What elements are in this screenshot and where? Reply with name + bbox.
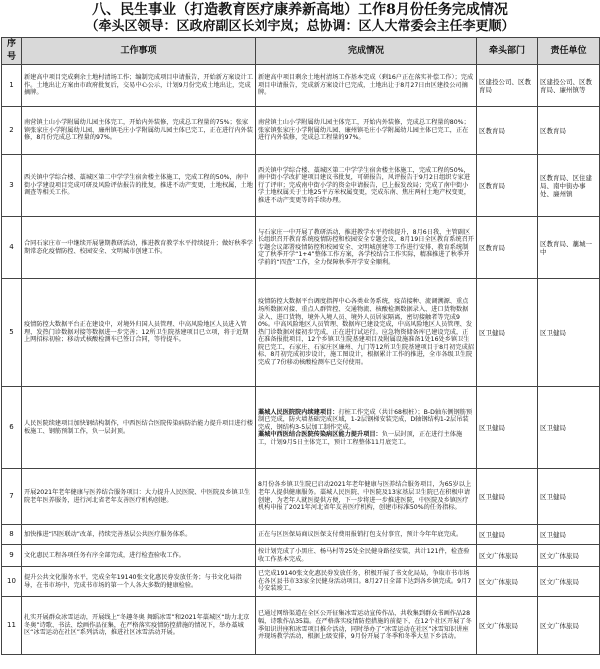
lead-dept-cell: 区文广体旅局 (477, 597, 538, 655)
resp-unit-cell: 区文广体旅局 (538, 597, 600, 655)
resp-unit-cell: 区文广体旅局 (538, 545, 600, 567)
table-row (2, 155, 600, 217)
task-cell: 西关镇中学综合楼、藁城区第二中学学生宿舍楼主体施工，完成工程的50%，南中街小学建设项目完成可研及风险评估报告的批复，推进不动产变更，土地权属，土地调查等相关工作。 (22, 155, 256, 217)
lead-dept-cell: 区卫健局 (477, 525, 538, 545)
lead-dept-cell: 区建投公司、区教育局 (477, 65, 538, 107)
task-cell: 新建高中项目完成剩余土地村清场工作；编制完成项目申请报告，开始新方案设计工作。土地出让方案由市政府批复后，交易中心公示，计划9月份完成土地出让，完成摘牌。 (22, 65, 256, 107)
row-number: 1 (2, 65, 22, 107)
status-cell: 与石家庄一中开展了教研活动，推进教学水平持续提升，8月6日我、主管副区长组织召开教育系统疫情防控和校园安全专题会议，8月19日全区教育系统召开专题会议部署疫情防控和校园安全、文明城创建等工作进行安排，教育系统制定了秋季开学“1+4”整体工作方案，各学校结合工作实际，精准推进了秋季开学前的“四查”工作，全力保障秋季开学安全顺利。 (256, 217, 477, 279)
progress-table (1, 37, 600, 655)
status-cell: 南营镇土山小学附属幼儿园主体完工，开始内外装修，完成总工程量的80%；张家镇张家庄小学附属幼儿园、廉州镇毛庄小学附属幼儿园主体已完工，正在进行内外装修，完成总工程量的97%。 (256, 107, 477, 155)
page-title: 八、民生事业（打造教育医疗康养新高地）工作8月份任务完成情况 (92, 2, 508, 18)
status-cell: 西关镇中学综合楼、藁城区第二中学学生宿舍楼主体施工，完成工程的50%，南中街小学改扩建项目建议书批复，可研报告，风评报告于9月2日组织专家进行了评审；完成南中街小学的资金申请报告，已上报发改局；完成了南中街小学土地权属关于土地25平方米权属变更，完成东南、焦庄两村土地产权变更，推进不动产变更等的手续办理。 (256, 155, 477, 217)
task-cell: 扎实开展群众冰雪运动，开展线上“冬趣冬奥 舞蹈冰雪”和2021年藁城区“助力北京冬奥”诗歌、书法、绘画作品征集，在严格落实疫情防控措施的情况下，举办藁城区“冰雪运动在社区”系列活动，推进社区冰雪活动开展。 (22, 597, 256, 655)
table-row (2, 217, 600, 279)
resp-unit-cell: 区文广体旅局 (538, 567, 600, 597)
row-number: 7 (2, 469, 22, 525)
table-row (2, 107, 600, 155)
resp-unit-cell: 区建投公司、区教育局、廉州镇等 (538, 65, 600, 107)
row-number: 5 (2, 279, 22, 387)
table-row (2, 279, 600, 387)
row-number: 10 (2, 567, 22, 597)
status-cell (256, 387, 477, 469)
table-row (2, 597, 600, 655)
status-heading-hospital: 藁城人民医院院内续建项目： (258, 408, 339, 416)
row-number: 9 (2, 545, 22, 567)
resp-unit-cell: 区教育局、藁城一中 (538, 217, 600, 279)
task-cell: 开展2021年老年健康与医养结合服务项目：大力提升人民医院、中医院及乡镇卫生院老年医养服务，进行河北省老年友善医疗机构创建。 (22, 469, 256, 525)
row-number: 2 (2, 107, 22, 155)
status-cell: 8月份各乡镇卫生院已启动2021年老年健康与医养结合服务项目，为65岁以上老年人提供健康服务。藁城人民医院、中医院及13家基层卫生院已在积极申请创建，为老年人就医提供方便，下一步将进一步推进医院，中医院及乡镇医疗机构申报了2021年河北省年友善医疗机构，创建市标准50%的任务指标。 (256, 469, 477, 525)
lead-dept-cell: 区卫健局 (477, 469, 538, 525)
row-number: 8 (2, 525, 22, 545)
col-header-lead: 牵头部门 (477, 38, 538, 65)
task-cell: 疫情防控大数据平台正在建设中，对境外归国人员管理、中高风险地区人员进入管理、发热门诊数据对接等数据进一步完善；12所卫生院基建项目已立项，将于近期上网招标初验；移动式核酸检测车已签订合同，等待提车。 (22, 279, 256, 387)
table-row (2, 545, 600, 567)
table-row (2, 567, 600, 597)
status-cell: 正在与区医保局商议医保支付费用报销打包支付事宜，预计今年年底完成。 (256, 525, 477, 545)
col-header-resp: 责任单位 (538, 38, 600, 65)
row-number: 6 (2, 387, 22, 469)
status-cell: 新建高中项目剩余土地村清场工作基本完成（剩16户正在落实补偿工作）；完成项目申请报告，完成新方案设计已完成，土地出让于8月27日由区建投公司摘牌。 (256, 65, 477, 107)
row-number: 4 (2, 217, 22, 279)
task-cell: 人民医院续建项目加快钢结构制作，中西医结合医院传染病防治能力提升项目进行楼板施工、钢筋预制工作，负一层封顶。 (22, 387, 256, 469)
lead-dept-cell: 区教育局 (477, 107, 538, 155)
resp-unit-cell: 区卫健局 (538, 279, 600, 387)
table-row (2, 525, 600, 545)
task-cell: 加快推进“四医联动”改革，持续完善基层公共医疗服务体系。 (22, 525, 256, 545)
col-header-no: 序号 (2, 38, 22, 65)
table-header-row (2, 38, 600, 65)
table-row (2, 387, 600, 469)
task-cell: 提升公共文化服务水平，完成全年19140张文化惠民券发放任务；与书文化局指导，在书市场中，完成书市场的第一个人各大多数的健康检验。 (22, 567, 256, 597)
lead-dept-cell: 区卫健局 (477, 279, 538, 387)
resp-unit-cell: 区卫健局 (538, 525, 600, 545)
table-row (2, 65, 600, 107)
status-cell: 已完成19140张文化惠民券发放任务，积极开展了书文化局局，争取市书市场在各区县书市33家全民健身活动项目。8月27日全部下达到各乡镇完成。9月7号安装竣工。 (256, 567, 477, 597)
lead-dept-cell: 区文广体旅局 (477, 567, 538, 597)
col-header-status: 完成情况 (256, 38, 477, 65)
resp-unit-cell: 区卫健局 (538, 387, 600, 469)
lead-dept-cell: 区教育局 (477, 217, 538, 279)
status-heading-tcm-hospital: 藁城中西医结合医院传染病区能力提升项目： (258, 431, 382, 439)
resp-unit-cell: 区教育局、区住建局、南中街办事处、廉州镇 (538, 155, 600, 217)
status-cell: 按计划完成了小黑庄、杨马村等25处全民健身路径安装，共计121件，检查验收工作基本完成。 (256, 545, 477, 567)
lead-dept-cell: 区教育局 (477, 155, 538, 217)
row-number: 11 (2, 597, 22, 655)
status-text-tcm-hospital: 负一层封顶，正在进行主体施工，计划9月5日主体完工，预计工程整体11月底完工。 (258, 431, 463, 446)
resp-unit-cell: 区卫健局 (538, 469, 600, 525)
lead-dept-cell: 区卫健局 (477, 387, 538, 469)
task-cell: 合同石家庄市一中继续开展暑期教研活动，推进教育教学水平持续提升；做好秋季学期常态化疫情防控、校园安全、文明城市创建工作。 (22, 217, 256, 279)
row-number: 3 (2, 155, 22, 217)
status-text-hospital: 打桩工作完成（共计68根桩）；B-D轴东侧钢筋预制已完成，防火墙基础完成区域，1-2层钢梯安装完成，D轴钢结构1-2层吊装完成，钢结构3-5层加工制作完成。 (258, 408, 473, 431)
lead-dept-cell: 区文广体旅局 (477, 545, 538, 567)
page-subtitle: （牵头区领导：区政府副区长刘宇岚；总协调：区人大常委会主任李更顺） (85, 19, 515, 34)
resp-unit-cell: 区教育局 (538, 107, 600, 155)
col-header-task: 工作事项 (22, 38, 256, 65)
status-cell: 已通过网络渠道在全区公开征集冰雪运动宣传作品，共收集到群众书画作品28幅，诗歌作品35篇。在严格落实疫情防控措施的前提下，在12个社区开展了冬季知识讲座和冰雪项目推介活动，同时举办了“冰雪运动在社区”冰雪知识讲座并现场教学活动，根据上级安排，9月份开展了冬季和冬季大星下乡活动。 (256, 597, 477, 655)
table-row (2, 469, 600, 525)
task-cell: 南营镇土山小学附属幼儿园主体完工，开始内外装修，完成总工程量的75%；张家镇张家庄小学附属幼儿园、廉州镇毛庄小学附属幼儿园主体已完工，正在进行内外装修，8月份完成总工程量的97%。 (22, 107, 256, 155)
task-cell: 文化惠民工程各项任务有序全部完成，进行检查验收工作。 (22, 545, 256, 567)
status-cell: 疫情防控大数据平台调度指挥中心各类业务系统，疫苗接种、流调溯源、重点场所数据对接、重点人群管控、交通物流、核酸检测数据录入、进口货物数据录入、进口货物、境外入境人员、境外人员居家隔离、密切接触者等完成90%。中高风险地区人员管理、数据库已建设完成，中高风险地区人员管理、发热门诊数据对接初步完成，正在进行试运行。应急物资储备库已建设完成，正在准备报批项目，12个乡镇卫生院基建项目及附属设施准备1处16处乡镇卫生院已完工，石家庄、石家庄区廉州、九门等12所卫生院基建项目于8月初完成招标、8月初完成初步设计，施工图设计，根据累计工作的推进，全市各级卫生院完成了7份移动核酸检测车已交付使用。 (256, 279, 477, 387)
